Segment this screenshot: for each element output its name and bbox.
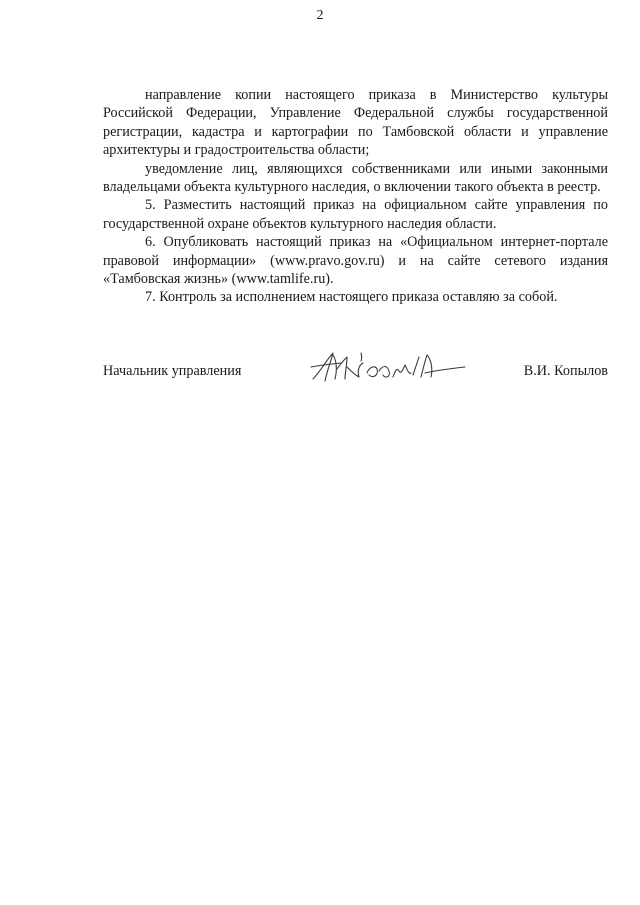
paragraph-notification-owners: уведомление лиц, являющихся собственниками или иными законными владельцами объекта культурного наследия, о включении такого объекта в реестр. [103, 160, 608, 196]
paragraph-notification-copies: направление копии настоящего приказа в Министерство культуры Российской Федерации, Управление Федеральной службы государственной регистрации, кадастра и картографии по Тамбовской области и управление архитектуры и градостроительства области; [103, 87, 608, 159]
document-body [103, 86, 608, 307]
paragraph-item-5: 5. Разместить настоящий приказ на официальном сайте управления по государственной охране объектов культурного наследия области. [103, 197, 608, 232]
signature-block [103, 363, 608, 385]
paragraph-item-7: 7. Контроль за исполнением настоящего приказа оставляю за собой. [145, 289, 558, 306]
paragraph-item-6: 6. Опубликовать настоящий приказ на «Официальном интернет-портале правовой информации» (www.pravo.gov.ru) и на сайте сетевого издания «Тамбовская жизнь» (www.tamlife.ru). [103, 234, 608, 288]
signatory-name: В.И. Копылов [523, 363, 608, 379]
page-number: 2 [316, 8, 324, 23]
signatory-position: Начальник управления [103, 363, 242, 379]
handwritten-signature [307, 349, 467, 385]
